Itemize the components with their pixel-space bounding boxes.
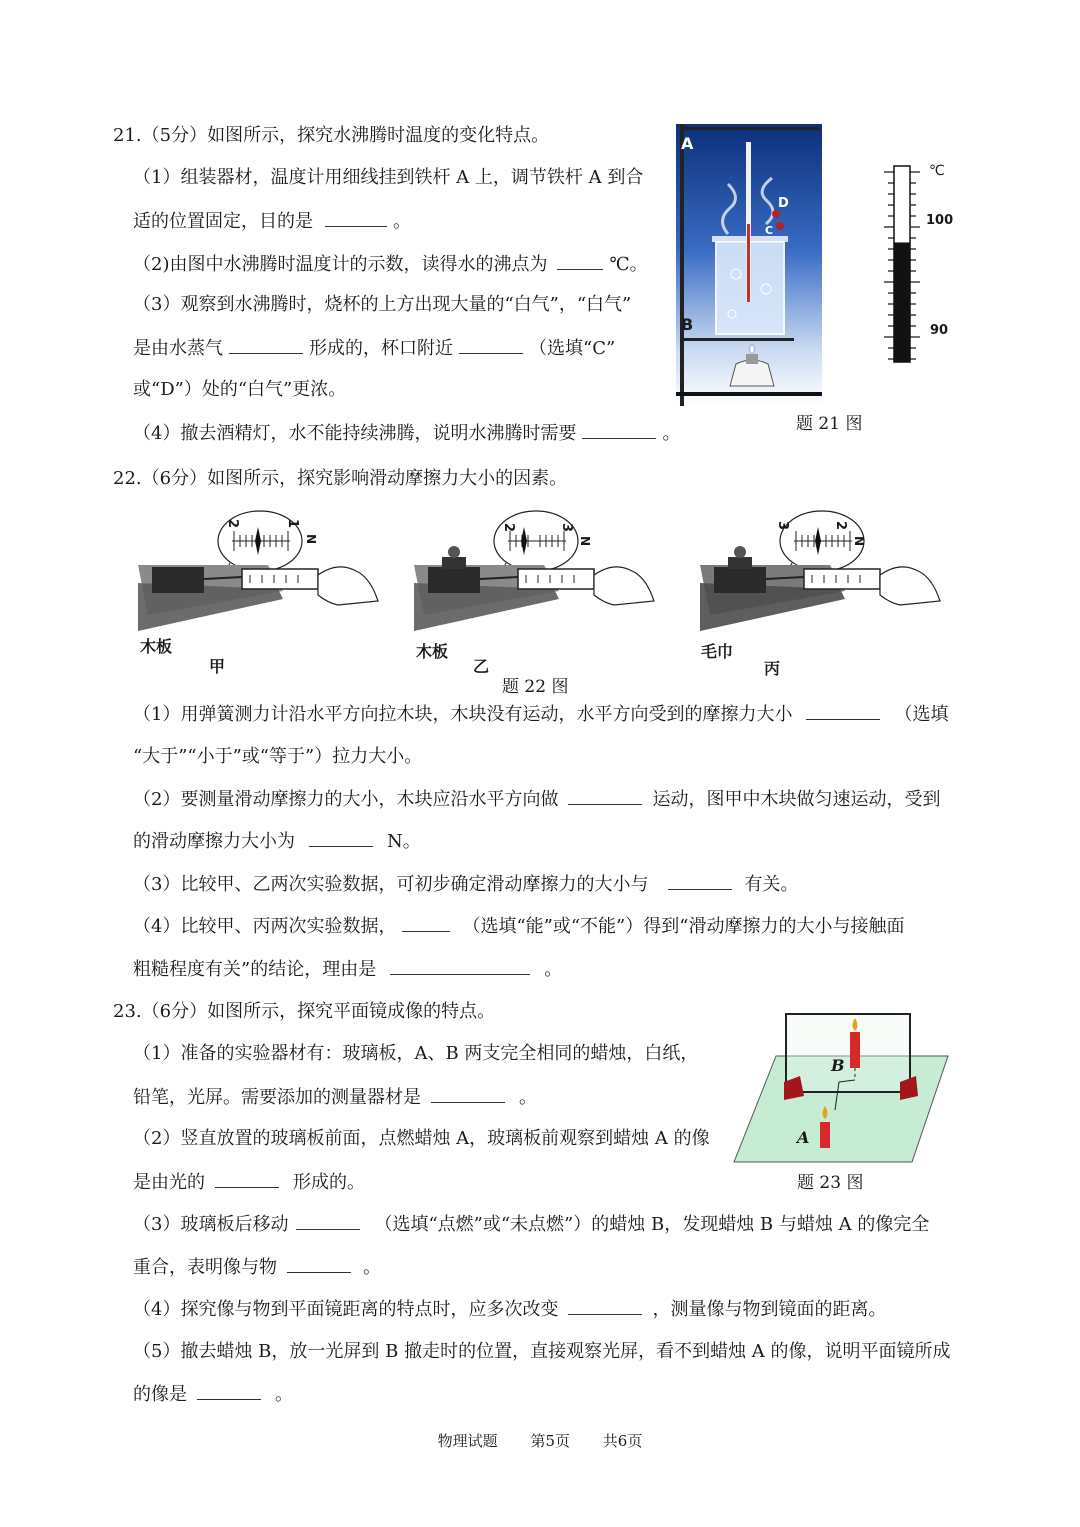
bing-name: 丙 (764, 659, 781, 678)
q22-friction-figure (138, 505, 938, 675)
q22-part3: （3）比较甲、乙两次实验数据，可初步确定滑动摩擦力的大小与 有关。 (133, 874, 799, 895)
q23-part1-line1: （1）准备的实验器材有：玻璃板，A、B 两支完全相同的蜡烛，白纸， (133, 1043, 699, 1064)
q21-part3-line1: （3）观察到水沸腾时，烧杯的上方出现大量的“白气”，“白气” (133, 294, 632, 315)
answer-blank[interactable] (390, 957, 530, 975)
answer-blank[interactable] (325, 209, 387, 227)
jia-unit: N (304, 533, 319, 545)
q22-part4-line2: 粗糙程度有关”的结论，理由是 。 (133, 959, 563, 980)
yi-surface-label: 木板 (416, 642, 449, 661)
thermometer-scale (880, 164, 920, 364)
q21-part1-line1: （1）组装器材，温度计用细线挂到铁杆 A 上，调节铁杆 A 到合 (133, 167, 644, 188)
q23-part5-line2: 的像是 。 (133, 1384, 293, 1405)
answer-blank[interactable] (568, 1297, 642, 1315)
q22-title: 22.（6分）如图所示，探究影响滑动摩擦力大小的因素。 (113, 468, 568, 489)
footer-subject: 物理试题 (437, 1432, 498, 1450)
thermometer-100-label: 100 (926, 213, 954, 228)
answer-blank[interactable] (229, 336, 303, 354)
answer-blank[interactable] (287, 1255, 351, 1273)
answer-blank[interactable] (215, 1170, 279, 1188)
q22-part2-line2: 的滑动摩擦力大小为 N。 (133, 831, 421, 852)
q23-part4: （4）探究像与物到平面镜距离的特点时，应多次改变 ，测量像与物到镜面的距离。 (133, 1299, 887, 1320)
jia-surface-label: 木板 (140, 637, 173, 656)
page-footer (0, 1430, 1080, 1451)
q23-part2-line2: 是由光的 形成的。 (133, 1172, 365, 1193)
answer-blank[interactable] (668, 872, 732, 890)
yi-scale-a: 2 (501, 522, 517, 533)
bing-scale-a: 3 (775, 520, 791, 531)
point-c-label: C (765, 224, 774, 237)
setup-yi (414, 511, 654, 631)
candle-b-label: B (831, 1056, 845, 1075)
setup-jia (138, 511, 378, 631)
q23-mirror-figure (734, 1010, 950, 1166)
answer-blank[interactable] (309, 829, 373, 847)
q22-part1-line2: “大于”“小于”或“等于”）拉力大小。 (133, 746, 423, 767)
jia-scale-a: 2 (225, 518, 241, 529)
yi-unit: N (578, 535, 593, 547)
thermometer-unit: ℃ (929, 163, 945, 179)
bing-unit: N (852, 535, 867, 547)
q23-part3-line2: 重合，表明像与物 。 (133, 1257, 381, 1278)
setup-bing (700, 511, 940, 631)
q21-part1-line2: 适的位置固定，目的是 。 (133, 211, 411, 232)
q23-part1-line2: 铅笔，光屏。需要添加的测量器材是 。 (133, 1087, 537, 1108)
q23-figure-caption: 题 23 图 (797, 1173, 864, 1193)
answer-blank[interactable] (557, 252, 603, 270)
jia-scale-b: 1 (285, 518, 301, 529)
candle-a-label: A (797, 1128, 810, 1147)
q23-part5-line1: （5）撤去蜡烛 B，放一光屏到 B 撤走时的位置，直接观察光屏，看不到蜡烛 A 的像，说明平面镜所成 (133, 1341, 951, 1362)
iron-rod-b-label: B (681, 315, 694, 334)
bing-surface-label: 毛巾 (701, 642, 734, 661)
q23-part3-line1: （3）玻璃板后移动 （选填“点燃”或“未点燃”）的蜡烛 B，发现蜡烛 B 与蜡烛 A 的像完全 (133, 1214, 930, 1235)
answer-blank[interactable] (402, 914, 450, 932)
q21-part4: （4）撤去酒精灯，水不能持续沸腾，说明水沸腾时需要 。 (133, 423, 681, 444)
iron-rod-a-label: A (681, 134, 694, 153)
yi-scale-b: 3 (559, 522, 575, 533)
q21-boiling-apparatus (676, 124, 822, 406)
answer-blank[interactable] (296, 1212, 360, 1230)
q21-part3-line3: 或“D”）处的“白气”更浓。 (133, 379, 347, 400)
answer-blank[interactable] (431, 1085, 505, 1103)
answer-blank[interactable] (568, 787, 642, 805)
thermometer-90-label: 90 (930, 323, 949, 338)
answer-blank[interactable] (582, 421, 656, 439)
footer-page: 第5页 (530, 1432, 570, 1450)
answer-blank[interactable] (806, 702, 880, 720)
q21-part3-line2: 是由水蒸气 形成的，杯口附近 （选填“C” (133, 338, 616, 359)
jia-name: 甲 (209, 657, 226, 676)
q23-part2-line1: （2）竖直放置的玻璃板前面，点燃蜡烛 A，玻璃板前观察到蜡烛 A 的像 (133, 1128, 710, 1149)
q22-part2-line1: （2）要测量滑动摩擦力的大小，木块应沿水平方向做 运动，图甲中木块做匀速运动，受到 (133, 789, 941, 810)
answer-blank[interactable] (197, 1382, 261, 1400)
q23-title: 23.（6分）如图所示，探究平面镜成像的特点。 (113, 1001, 496, 1022)
q22-figure-caption: 题 22 图 (502, 677, 569, 697)
footer-total: 共6页 (602, 1432, 643, 1450)
q21-part2: （2)由图中水沸腾时温度计的示数，读得水的沸点为 ℃。 (133, 254, 648, 275)
bing-scale-b: 2 (833, 520, 849, 531)
q22-part1-line1: （1）用弹簧测力计沿水平方向拉木块，木块没有运动，水平方向受到的摩擦力大小 （选填 (133, 704, 949, 725)
answer-blank[interactable] (459, 336, 523, 354)
point-d-label: D (778, 196, 789, 211)
q21-figure-caption: 题 21 图 (796, 414, 863, 434)
q22-part4-line1: （4）比较甲、丙两次实验数据， （选填“能”或“不能”）得到“滑动摩擦力的大小与接触面 (133, 916, 905, 937)
yi-name: 乙 (473, 657, 490, 676)
q21-title: 21.（5分）如图所示，探究水沸腾时温度的变化特点。 (113, 125, 550, 146)
